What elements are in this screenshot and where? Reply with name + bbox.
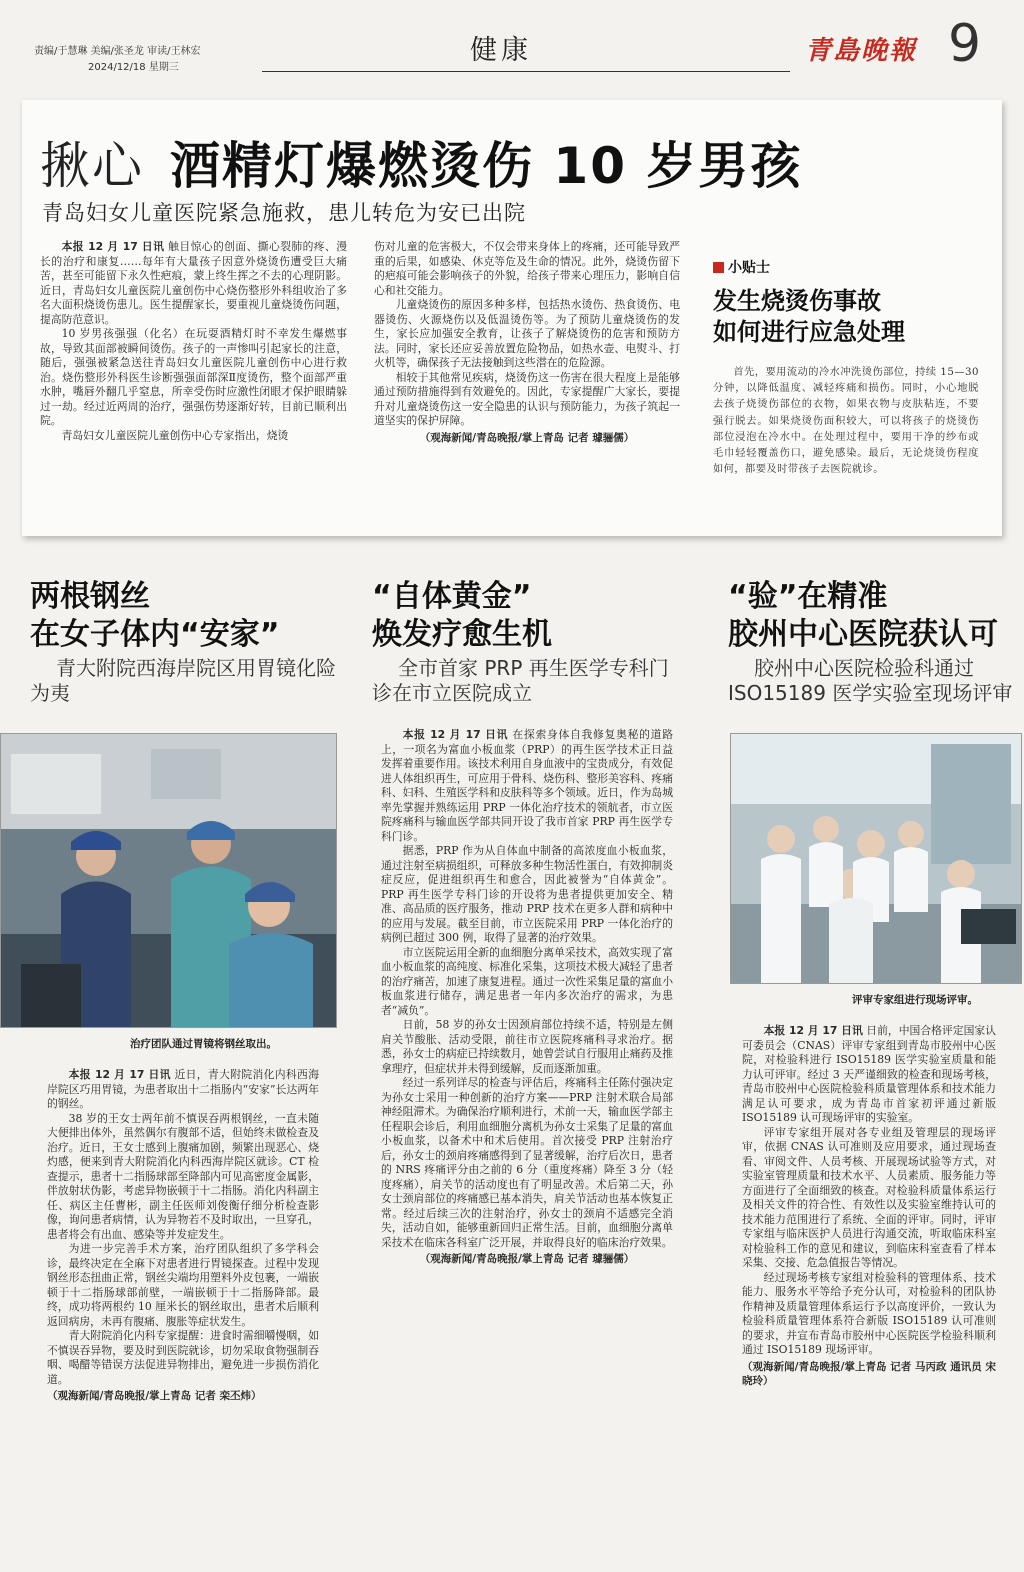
top-story-subheadline: 青岛妇女儿童医院紧急施救，患儿转危为安已出院 <box>42 201 526 225</box>
article-right-subtitle: 胶州中心医院检验科通过 ISO15189 医学实验室现场评审 <box>728 656 1013 705</box>
tip-title: 发生烧烫伤事故 如何进行应急处理 <box>713 287 905 346</box>
article-left-para-1: 本报 12 月 17 日讯 近日，青大附院消化内科西海岸院区巧用胃镜，为患者取出十二指肠内“安家”长达两年的钢丝。 <box>47 1068 319 1110</box>
editor-credits <box>34 44 200 76</box>
top-story-para-2: 10 岁男孩强强（化名）在玩耍酒精灯时不幸发生爆燃事故，导致其面部被瞬间烫伤。孩子的一声惨叫引起家长的注意，随后，强强被紧急送往青岛妇女儿童医院儿童创伤中心进行救治。烧伤整形外科医生诊断强强面部深Ⅱ度烫伤，整个面部严重水肿，嘴唇外翻几乎窒息，所幸受伤时应激性闭眼才保护眼睛躲过一劫。经过近两周的治疗，强强伤势逐渐好转，目前已顺利出院。 <box>40 327 347 427</box>
article-right-photo-caption: 评审专家组进行现场评审。 <box>852 994 978 1006</box>
tip-marker-icon <box>713 262 724 273</box>
article-right-para-2: 评审专家组开展对各专业组及管理层的现场评审，依据 CNAS 认可准则及应用要求，通过现场查看、审阅文件、人员考核、开展现场试验等方式，对实验室管理质量和技术水平、人员素质、服务能力等方面进行了全面细致的核查。对检验科质量体系运行及相关文件的符合性、有效性以及实验室维持认可的技术能力范围进行了系统、全面的评审。同时，评审专家组与临床医护人员进行沟通交流，听取临床科室对检验科工作的意见和建议，到临床科室查看了样本采集、交接、危急值报告等情况。 <box>742 1125 996 1269</box>
dateline: 本报 12 月 17 日讯 <box>402 728 509 741</box>
endoscopy-room-image <box>1 734 336 1027</box>
article-right-para-1: 本报 12 月 17 日讯 日前，中国合格评定国家认可委员会（CNAS）评审专家组到青岛市胶州中心医院，对检验科进行 ISO15189 医学实验室质量和能力认可评审。经过 3 天严谨细致的检查和现场考核，青岛市胶州中心医院检验科质量管理体系和技术能力满足认可要求，成为青岛市首家初评通过新版 ISO15189 认可现场评审的实验室。 <box>742 1024 996 1124</box>
issue-date: 2024/12/18 星期三 <box>88 62 179 73</box>
top-story-column-1 <box>40 240 347 522</box>
article-right-para-3: 经过现场考核专家组对检验科的管理体系、技术能力、服务水平等给予充分认可，对检验科的团队协作精神及质量管理体系运行予以高度评价，一致认为检验科质量管理体系符合新版 ISO15189 认可准则的要求，并宣布青岛市胶州中心医院医学检验科顺利通过 ISO15189 现场评审。 <box>742 1270 996 1356</box>
article-left-subtitle: 青大附院西海岸院区用胃镜化险为夷 <box>30 656 336 705</box>
article-right-body <box>742 1024 996 1543</box>
article-mid-subtitle: 全市首家 PRP 再生医学专科门诊在市立医院成立 <box>372 656 669 705</box>
tip-label: 小贴士 <box>713 257 770 277</box>
article-left-para-2: 38 岁的王女士两年前不慎误吞两根钢丝，一直未随大便排出体外，虽然偶尔有腹部不适，但始终未做检查及治疗。近日，王女士感到上腹痛加剧，频繁出现恶心、烧灼感，便来到青大附院消化内科西海岸院区就诊。CT 检查提示，患者十二指肠球部至降部内可见高密度金属影，伴放射状伪影，考虑异物嵌顿于十二指肠。消化内科副主任、病区主任曹彬，副主任医师刘俊衡仔细分析检查影像，询问患者病情，认为异物若不及时取出，一旦穿孔，患者将会有出血、感染等并发症发生。 <box>47 1111 319 1241</box>
dateline: 本报 12 月 17 日讯 <box>763 1024 863 1037</box>
headline-kicker: 揪心 <box>40 137 144 195</box>
article-left-para-4: 青大附院消化内科专家提醒：进食时需细嚼慢咽，如不慎误吞异物，要及时到医院就诊，切勿采取食物强制吞咽、喝醋等错误方法促进异物排出，避免进一步损伤消化道。 <box>47 1329 319 1386</box>
article-mid-title: “自体黄金” 焕发疗愈生机 <box>372 579 552 652</box>
article-left-credit: （观海新闻/青岛晚报/掌上青岛 记者 栾丕炜） <box>47 1390 262 1402</box>
article-left-title: 两根钢丝 在女子体内“安家” <box>30 579 280 652</box>
article-mid-body <box>381 728 673 1543</box>
article-mid-para-2: 据悉，PRP 作为从自体血中制备的高浓度血小板血浆，通过注射至病损组织，可释放多种生物活性蛋白，有效抑制炎症反应，促进组织再生和愈合，因此被誉为“自体黄金”。PRP 再生医学专科门诊的开设将为患者提供更加安全、精准、高品质的医疗服务，推动 PRP 技术在更多人群和病种中的应用与发展。截至目前，市立医院采用 PRP 一体化治疗的病例已超过 300 例，取得了显著的治疗效果。 <box>381 844 673 944</box>
page-number: 9 <box>948 14 982 74</box>
headline-main: 酒精灯爆燃烫伤 10 岁男孩 <box>170 137 803 195</box>
top-story-para-6: 相较于其他常见疾病，烧烫伤这一伤害在很大程度上是能够通过预防措施得到有效避免的。因此，专家提醒广大家长，要提升对儿童烧烫伤这一安全隐患的认识与预防能力，为孩子筑起一道坚实的保护屏障。 <box>374 370 680 427</box>
top-story-para-1: 本报 12 月 17 日讯 触目惊心的创面、撕心裂肺的疼、漫长的治疗和康复……每年有大量孩子因意外烧烫伤遭受巨大痛苦，甚至可能留下永久性疤痕，蒙上终生挥之不去的心理阴影。近日，青岛妇女儿童医院儿童创伤中心烧伤整形外科组收治了多名大面积烧烫伤患儿。医生提醒家长，要重视儿童烧烫伤问题，提高防范意识。 <box>40 240 347 326</box>
header-rule <box>262 71 790 72</box>
article-mid-para-3: 市立医院运用全新的血细胞分离单采技术，高效实现了富血小板血浆的高纯度、标准化采集，这项技术极大减轻了患者的治疗痛苦，加速了康复进程。通过一次性采集足量的富血小板血浆进行储存，满足患者一年内多次治疗的需求，为患者“减负”。 <box>381 945 673 1017</box>
section-title: 健康 <box>470 35 532 66</box>
article-right-credit: （观海新闻/青岛晚报/掌上青岛 记者 马丙政 通讯员 宋晓玲） <box>742 1360 996 1387</box>
article-left-photo <box>0 733 337 1028</box>
dateline: 本报 12 月 17 日讯 <box>61 240 165 253</box>
top-story-headline <box>40 126 802 198</box>
top-story-column-2 <box>374 240 680 522</box>
dateline: 本报 12 月 17 日讯 <box>68 1068 171 1081</box>
article-left-body <box>47 1068 319 1543</box>
tip-body: 首先，要用流动的冷水冲洗烫伤部位，持续 15—30 分钟，以降低温度、减轻疼痛和损伤。同时，小心地脱去孩子烧烫伤部位的衣物，如果衣物与皮肤粘连，不要强行脱去。如果烧烫伤面积较大，可以将孩子的烧烫伤部位浸泡在冷水中。在处理过程中，要用干净的纱布或毛巾轻轻覆盖伤口，避免感染。最后，无论烧烫伤程度如何，都要及时带孩子去医院就诊。 <box>713 367 979 476</box>
article-mid-para-4: 日前，58 岁的孙女士因颈肩部位持续不适，特别是左侧肩关节酸胀、活动受限，前往市立医院疼痛科寻求治疗。据悉，孙女士的病症已持续数月，她曾尝试自行服用止痛药及推拿理疗，但症状并未得到缓解，反而逐渐加重。 <box>381 1018 673 1075</box>
top-story-para-3: 青岛妇女儿童医院儿童创伤中心专家指出，烧烫 <box>61 428 289 442</box>
article-right-title: “验”在精准 胶州中心医院获认可 <box>728 579 998 652</box>
editor-credits-line: 责编/于慧琳 美编/张圣龙 审读/王林宏 <box>34 46 201 57</box>
lab-review-image <box>731 734 1021 983</box>
article-left-para-3: 为进一步完善手术方案，治疗团队组织了多学科会诊，最终决定在全麻下对患者进行胃镜探查。过程中发现钢丝形态扭曲正常，钢丝尖端均用塑料外皮包裹，一端嵌顿于十二指肠球部前壁，一端嵌顿于十二指肠降部。最终，成功将两根约 10 厘米长的钢丝取出，患者术后顺利返回病房，未再有腹痛、腹胀等症状发生。 <box>47 1242 319 1328</box>
newspaper-logo: 青島晚報 <box>805 36 918 66</box>
article-mid-credit: （观海新闻/青岛晚报/掌上青岛 记者 璩骊儒） <box>419 1253 635 1265</box>
top-story-credit: （观海新闻/青岛晚报/掌上青岛 记者 璩骊儒） <box>419 431 635 444</box>
article-mid-para-5: 经过一系列详尽的检查与评估后，疼痛科主任陈付强决定为孙女士采用一种创新的治疗方案——PRP 注射术联合局部神经阻滞术。为确保治疗顺利进行，术前一天，输血医学部主任程职会诊后，利用血细胞分离机为孙女士采集了足量的富血小板血浆，以备术中和术后使用。首次接受 PRP 注射治疗后，孙女士的颈肩疼痛感得到了显著缓解，治疗后次日，患者的 NRS 疼痛评分由之前的 6 分（重度疼痛）降至 3 分（轻度疼痛），肩关节的活动度也有了明显改善。术后第二天，孙女士颈肩部位的疼痛感已基本消失，肩关节活动也基本恢复正常。经过后续三次的注射治疗，孙女士的颈肩不适感完全消失，活动自如，能够重新回归正常生活。目前，血细胞分离单采技术在临床各科室广泛开展，并取得良好的临床治疗效果。 <box>381 1076 673 1249</box>
top-story-para-5: 儿童烧烫伤的原因多种多样，包括热水烫伤、热食烫伤、电器烫伤、火源烧伤以及低温烫伤等。为了预防儿童烧烫伤的发生，家长应加强安全教育，让孩子了解烧烫伤的危害和预防方法。同时，家长还应妥善放置危险物品，如热水壶、电熨斗、打火机等，确保孩子无法接触到这些潜在的危险源。 <box>374 298 680 369</box>
article-right-photo <box>730 733 1022 984</box>
article-mid-para-1: 本报 12 月 17 日讯 在探索身体自我修复奥秘的道路上，一项名为富血小板血浆（PRP）的再生医学技术正日益发挥着重要作用。该技术利用自身血液中的宝贵成分，有效促进人体组织再生，可应用于骨科、烧伤科、整形美容科、疼痛科、妇科、生殖医学科和皮肤科等多个领域。近日，作为岛城率先掌握并熟练运用 PRP 一体化治疗技术的领航者，市立医院疼痛科与输血医学部共同开设了我市首家 PRP 再生医学专科门诊。 <box>381 728 673 843</box>
article-left-photo-caption: 治疗团队通过胃镜将钢丝取出。 <box>130 1038 277 1050</box>
top-story-para-4: 伤对儿童的危害极大，不仅会带来身体上的疼痛，还可能导致严重的后果，如感染、休克等危及生命的情况。此外，烧烫伤留下的疤痕可能会影响孩子的外貌，给孩子带来心理压力，影响自信心和社交能力。 <box>374 240 680 297</box>
